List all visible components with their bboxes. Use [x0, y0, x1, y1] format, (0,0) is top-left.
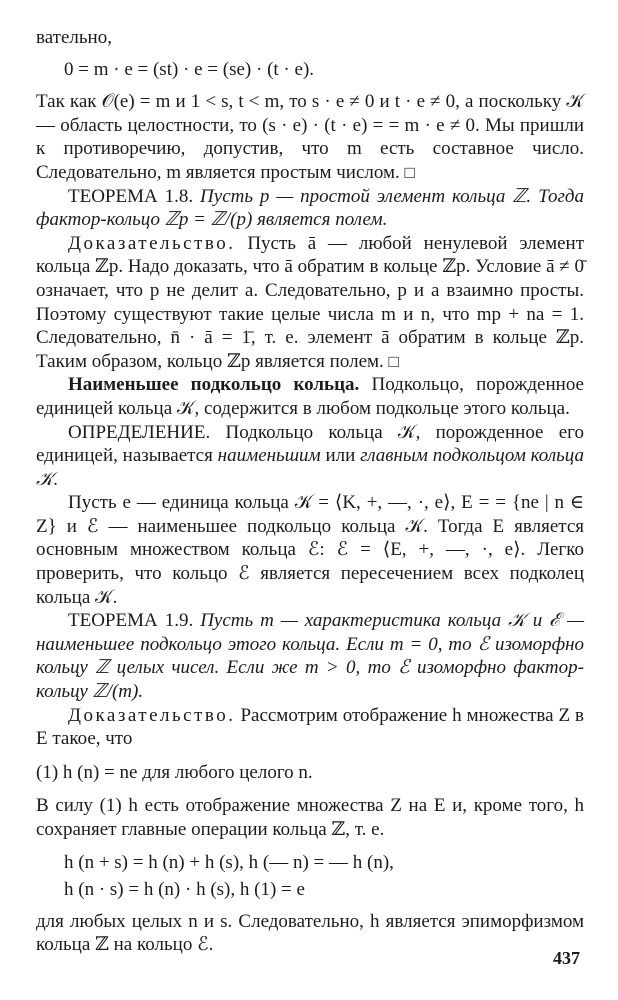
- definition-text: или: [320, 445, 361, 467]
- theorem-statement: Пусть m — характеристика кольца 𝒦 и ℰ — наименьшее подкольцо этого кольца. Если m = 0, то ℰ изоморфно кольцу ℤ целых чисел. Если же m > 0, то ℰ изоморфно фактор-кольцу ℤ/(m).: [36, 610, 584, 703]
- page-body: [36, 26, 584, 957]
- paragraph-text: Так как 𝒪(e) = m и 1 < s, t < m, то s · e ≠ 0 и t · e ≠ 0, а поскольку 𝒦 — область целостности, то (s · e) · (t · e) = = m · e ≠ 0. Мы пришли к противоречию, допустив, что m есть составное число. Следовательно, m является простым числом.: [36, 91, 584, 183]
- proof-heading: Доказательство.: [68, 704, 236, 726]
- paragraph: Пусть e — единица кольца 𝒦 = ⟨K, +, —, ·, e⟩, E = = {ne | n ∈ Z} и ℰ — наименьшее подкольцо кольца 𝒦. Тогда E является основным множеством кольца ℰ: ℰ = ⟨E, +, —, ·, e⟩. Легко проверить, что кольцо ℰ является пересечением всех подколец кольца 𝒦.: [36, 492, 584, 608]
- qed-symbol: □: [388, 351, 399, 371]
- definition-text: ОПРЕДЕЛЕНИЕ. Подкольцо кольца 𝒦, порожденное его единицей, называется: [36, 421, 584, 467]
- qed-symbol: □: [404, 162, 415, 182]
- proof-paragraph: [36, 704, 584, 751]
- proof-text: Пусть ā — любой ненулевой элемент кольца ℤp. Надо доказать, что ā обратим в кольце ℤp. Условие ā ≠ 0̄ означает, что p не делит a. Следовательно, p и a взаимно просты. Поэтому существуют такие целые числа m и n, что mp + na = 1. Следовательно, n̄ · ā = 1̄, т. е. элемент ā обратим в кольце ℤp. Таким образом, кольцо ℤp является полем.: [36, 232, 584, 372]
- theorem-heading: ТЕОРЕМА 1.8.: [68, 185, 194, 207]
- section-text: Подкольцо, порожденное единицей кольца 𝒦, содержится в любом подкольце этого кольца.: [36, 374, 584, 419]
- paragraph: [36, 90, 584, 184]
- definition-term: главным подкольцом кольца 𝒦.: [36, 445, 584, 490]
- section-paragraph: [36, 373, 584, 420]
- page-number: 437: [553, 948, 580, 968]
- formula: h (n · s) = h (n) · h (s), h (1) = e: [64, 879, 305, 901]
- definition-term: наименьшим: [217, 445, 321, 467]
- section-heading: Наименьшее подкольцо кольца.: [68, 374, 360, 396]
- formula: h (n + s) = h (n) + h (s), h (— n) = — h (n),: [64, 851, 394, 873]
- definition: [36, 421, 584, 492]
- paragraph: для любых целых n и s. Следовательно, h является эпиморфизмом кольца ℤ на кольцо ℰ.: [36, 910, 584, 956]
- theorem-statement: Пусть p — простой элемент кольца ℤ. Тогда фактор-кольцо ℤp = ℤ/(p) является полем.: [36, 185, 584, 231]
- proof-heading: Доказательство.: [68, 232, 236, 254]
- formula: 0 = m · e = (st) · e = (se) · (t · e).: [64, 58, 315, 80]
- numbered-formula: (1) h (n) = ne для любого целого n.: [36, 761, 313, 783]
- proof-paragraph: [36, 232, 584, 374]
- text-line: вательно,: [36, 27, 112, 48]
- theorem-1-8: [36, 185, 584, 232]
- proof-text: Рассмотрим отображение h множества Z в E такое, что: [36, 704, 584, 750]
- paragraph: В силу (1) h есть отображение множества Z на E и, кроме того, h сохраняет главные операции кольца ℤ, т. е.: [36, 795, 584, 840]
- formula-block: [64, 851, 584, 902]
- theorem-heading: ТЕОРЕМА 1.9.: [68, 610, 194, 632]
- theorem-1-9: [36, 609, 584, 703]
